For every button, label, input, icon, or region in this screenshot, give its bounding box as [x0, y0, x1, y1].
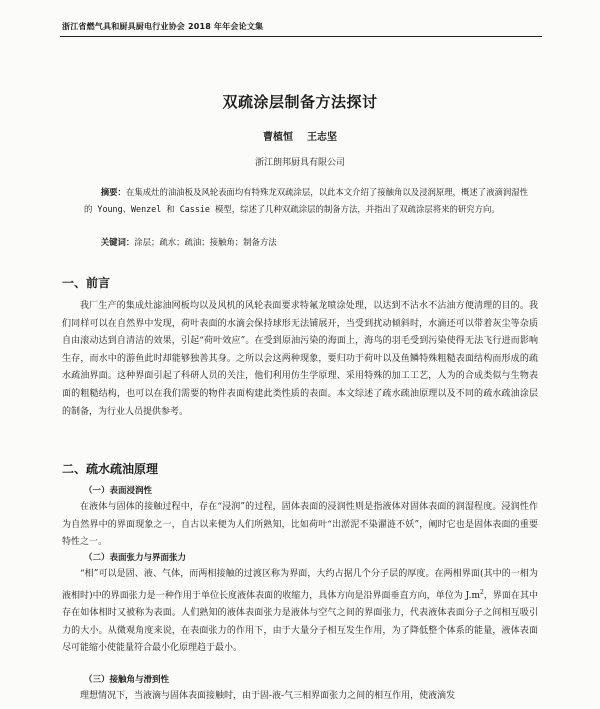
- keywords: [84, 236, 528, 248]
- section-1-paragraph: 我厂生产的集成灶滤油网板均以及风机的风轮表面要求特氟龙喷涂处理，以达到不沾水不沾油方便清理的目的。我们同样可以在自然界中发现，荷叶表面的水滴会保持球形无法铺展开，当受到扰动倾斜时，水滴还可以带着灰尘等杂质自由滚动达到自清洁的效果，引起“荷叶效应”。在受到原油污染的海面上，海鸟的羽毛受到污染使得无法飞行进而影响生存，而水中的游鱼此时却能够独善其身。之所以会这两种现象，要归功于荷叶以及鱼鳞特殊粗糙表面结构而形成的疏水疏油界面。这种界面引起了科研人员的关注，他们利用仿生学原理、采用特殊的加工工艺，人为的合成类似与生物表面的粗糙结构，也可以在我们需要的物件表面构建此类性质的表面。本文综述了疏水疏油原理以及不同的疏水疏油涂层的制备，为行业人员提供参考。: [62, 301, 538, 417]
- subsection-3-title: （三）接触角与滑到性: [84, 675, 170, 685]
- abstract-text: 在集成灶的油油板及风轮表面均有特殊龙双疏涂层，以此本文介绍了接触角以及浸润原理，概述了液滴润湿性的 Young、Wenzel 和 Cassie 模型，综述了几种双疏涂层的制备方法，并指出了双疏涂层将来的研究方向。: [84, 187, 529, 214]
- subsection-2-paragraph: [62, 566, 538, 658]
- subsection-2-text-b: ，界面在其中存在如体相时又被称为表面。人们熟知的液体表面张力是液体与空气之间的界面张力，代表液体表面分子之间相互吸引力的大小。从微观角度来说，在表面张力的作用下，由于大量分子相互发生作用，为了降低整个体系的能量，液体表面尽可能缩小使能量符合最小化原理趋于最小。: [62, 590, 538, 654]
- unit-exponent: 2: [479, 588, 484, 596]
- header-rule: [60, 36, 542, 37]
- section-1-title: 一、前言: [62, 276, 111, 290]
- keywords-text: 涂层；疏水；疏油；接触角；制备方法: [134, 237, 277, 247]
- affiliation: 浙江朗邦厨具有限公司: [254, 158, 345, 168]
- subsection-2-text-a: “相”可以是固、液、气体，而两相接触的过渡区称为界面，大约占据几个分子层的厚度。在两相界面(其中的一相为液相时)中的界面张力是一种作用于单位长度液体表面的收缩力，具体方向是沿界面垂直方向，单位为 J.m: [62, 569, 538, 601]
- subsection-1-paragraph: 在液体与固体的接触过程中，存在“浸润”的过程，固体表面的浸润性则是指液体对固体表面的润湿程度。浸润性作为自然界中的界面现象之一，自古以来便为人们所熟知，比如荷叶“出淤泥不染濯涟不妖”，阐时它也是固体表面的重要特性之一。: [62, 502, 538, 548]
- subsection-2-title: （二）表面张力与界面张力: [84, 553, 187, 563]
- paper-title: 双疏涂层制备方法探讨: [222, 93, 378, 111]
- running-header: 浙江省燃气具和厨具厨电行业协会 2018 年年会论文集: [62, 22, 264, 31]
- keywords-label: 关键词：: [100, 237, 135, 247]
- subsection-3-paragraph: 理想情况下，当液滴与固体表面接触时，由于固-液-气三相界面张力之间的相互作用，使液滴发: [80, 691, 456, 701]
- abstract-label: 摘要：: [100, 187, 126, 197]
- authors: 曹植恒 王志坚: [263, 132, 337, 143]
- abstract: [84, 184, 528, 218]
- section-2-title: 二、疏水疏油原理: [62, 462, 159, 476]
- subsection-1-title: （一）表面浸润性: [84, 486, 153, 496]
